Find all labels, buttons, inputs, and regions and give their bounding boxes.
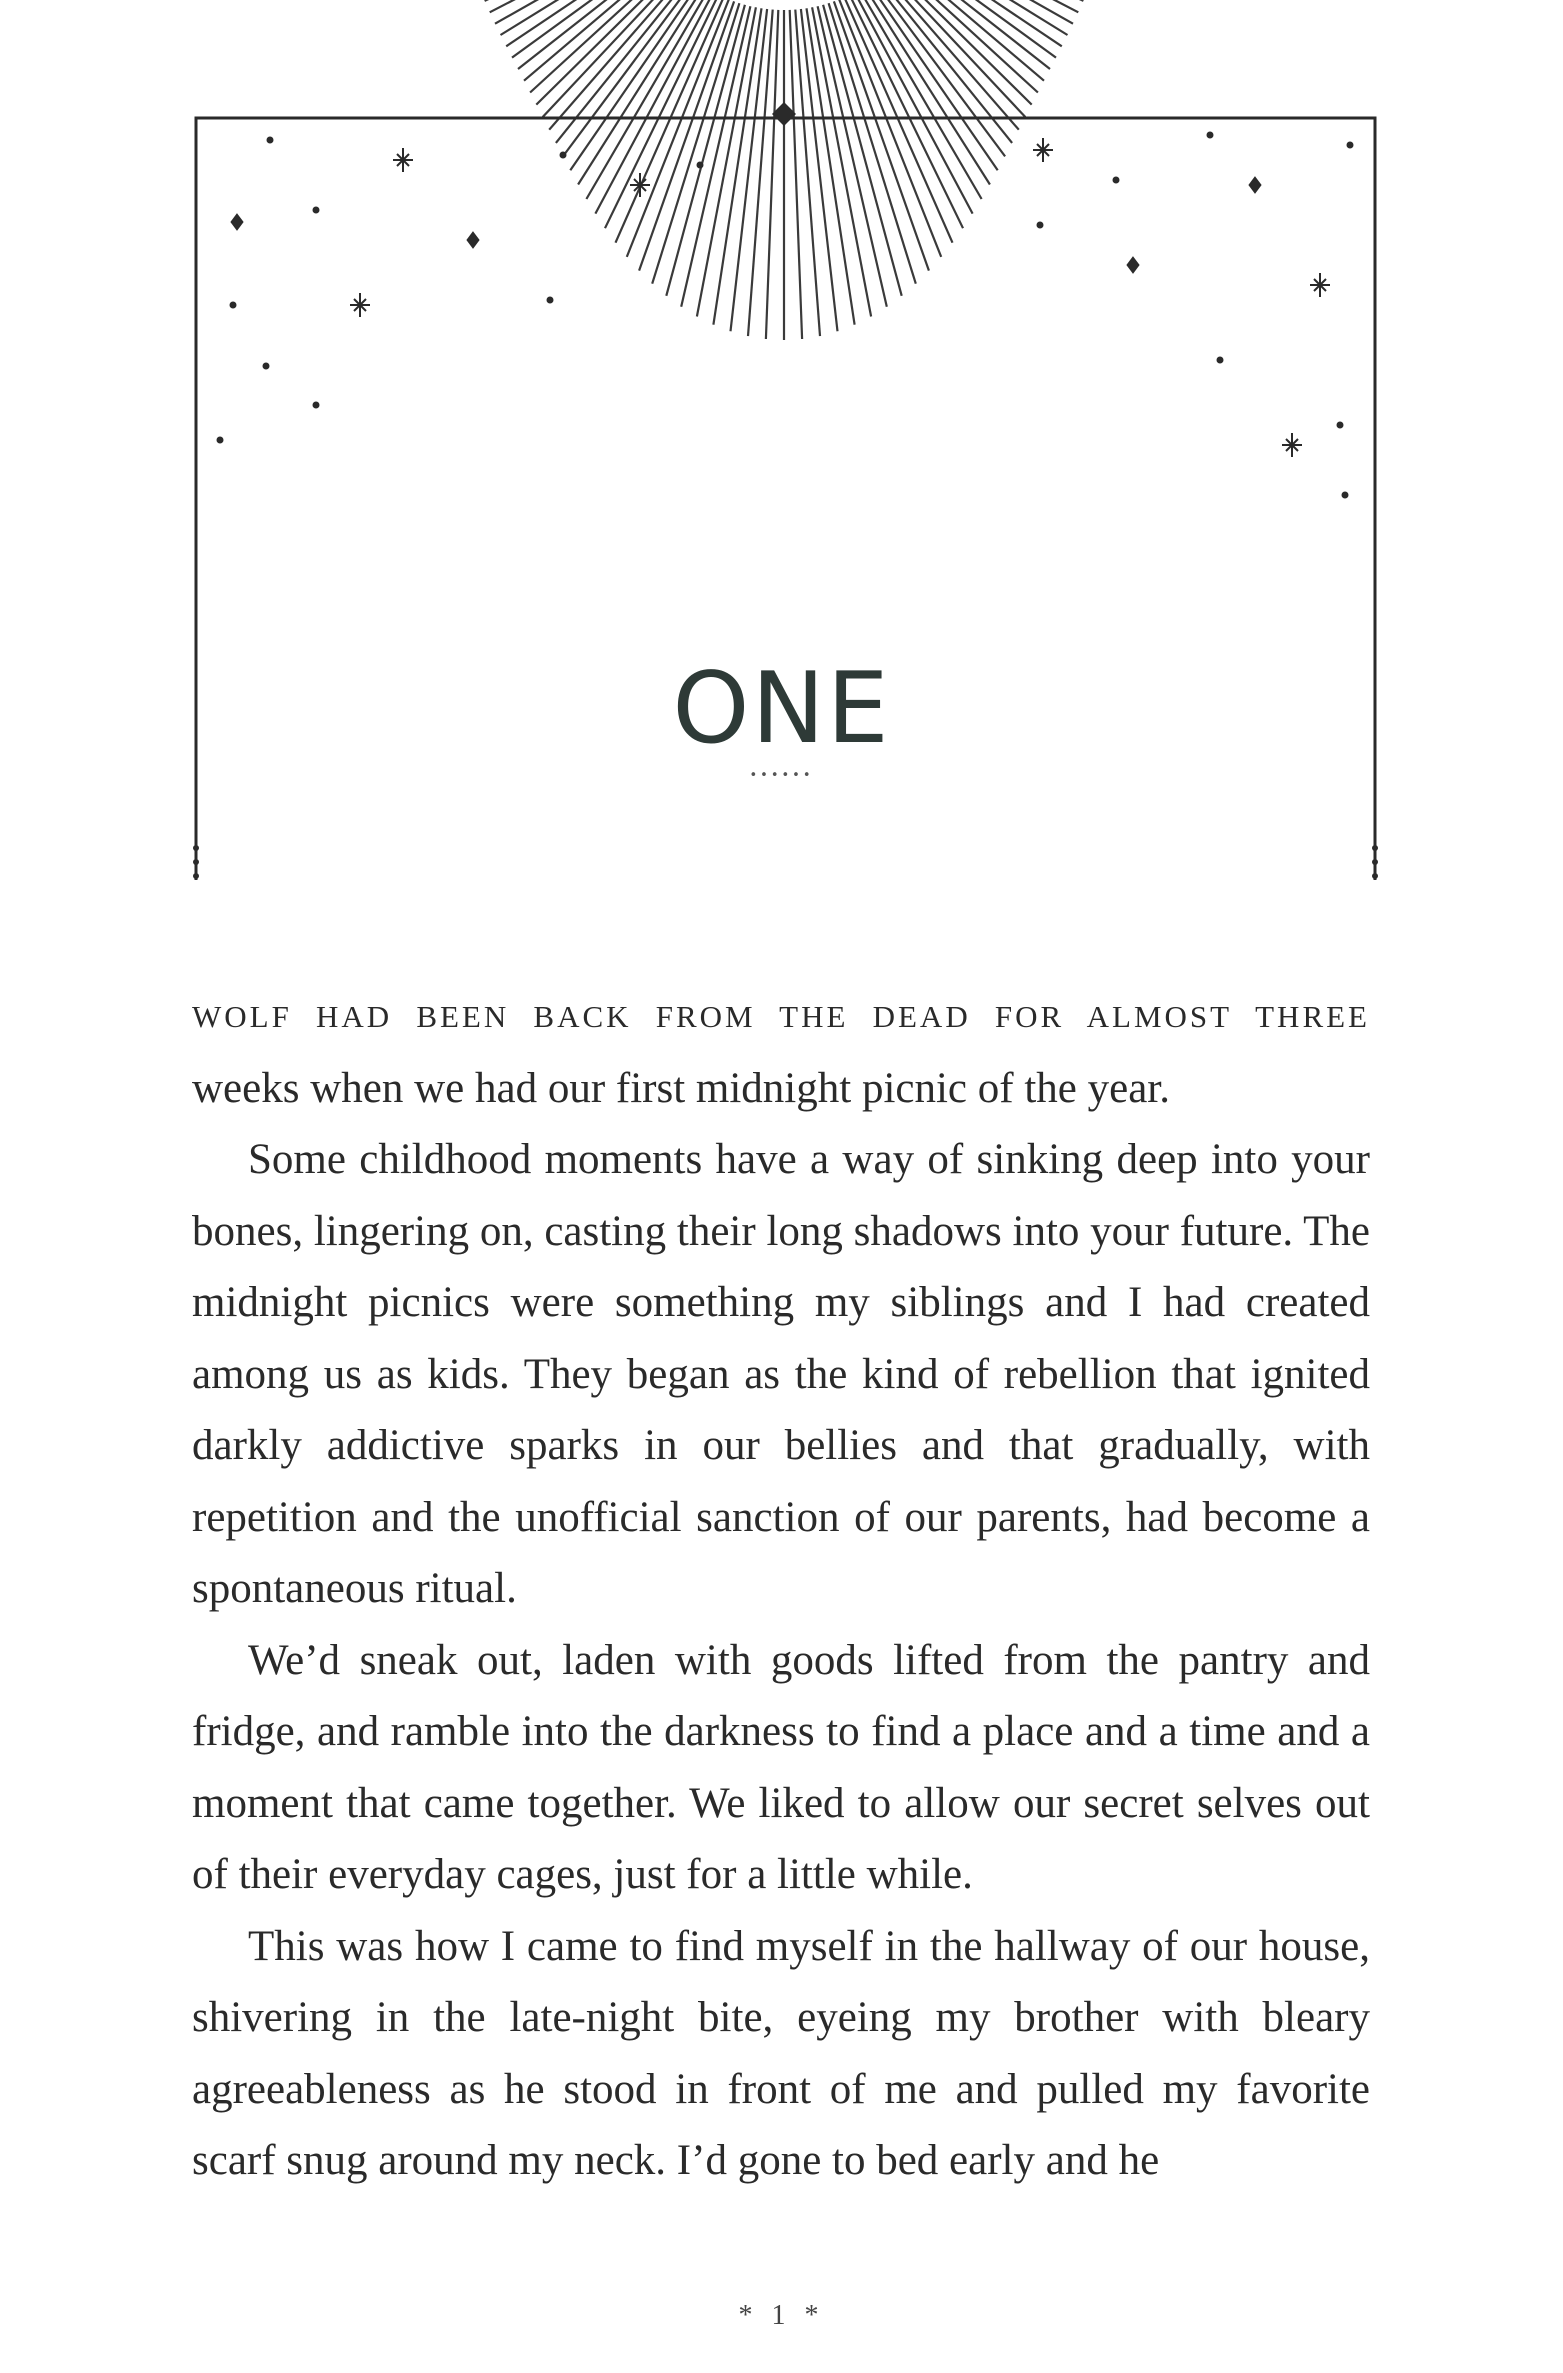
star-dot bbox=[1207, 132, 1213, 138]
frame-end-dots bbox=[193, 845, 1378, 879]
diamond-star-icon bbox=[1127, 257, 1139, 273]
star-dot bbox=[313, 402, 319, 408]
sunburst-ray bbox=[501, 0, 657, 35]
star-dot bbox=[313, 207, 319, 213]
star-dot bbox=[560, 152, 566, 158]
star-dot bbox=[263, 363, 269, 369]
sunburst-ray bbox=[898, 0, 1044, 81]
sunburst-ray bbox=[666, 5, 745, 296]
sparkle-star-icon bbox=[1033, 138, 1053, 162]
sparkle-star-icon bbox=[630, 173, 650, 197]
paragraph-1-rest: weeks when we had our first midnight picnic of the year. bbox=[192, 1064, 1170, 1112]
sunburst-ray bbox=[490, 0, 651, 12]
sunburst-ray bbox=[905, 0, 1056, 58]
sunburst-ray bbox=[839, 0, 941, 257]
star-dot bbox=[1113, 177, 1119, 183]
sunburst-ray bbox=[912, 0, 1068, 35]
sunburst-ray bbox=[627, 0, 729, 257]
sunburst-ray bbox=[563, 0, 694, 156]
diamond-star-icon bbox=[467, 232, 479, 248]
sparkle-star-icon bbox=[350, 293, 370, 317]
paragraph-2: Some childhood moments have a way of sinking deep into your bones, lingering on, casting their long shadows into your future. The midnight picnics were something my siblings and I had created among us as kids. They began as the kind of rebellion that ignited darkly addictive sparks in our bellies and that gradually, with repetition and the unofficial sanction of our parents, had become a spontaneous ritual. bbox=[192, 1136, 1370, 1612]
sunburst-ray bbox=[823, 5, 902, 296]
sparkle-star-icon bbox=[393, 148, 413, 172]
star-dot bbox=[1217, 357, 1223, 363]
sunburst-ray bbox=[512, 0, 663, 58]
sunburst-rays bbox=[464, 0, 1103, 340]
sunburst-ray bbox=[874, 0, 1005, 156]
title-dots: •••••• bbox=[749, 768, 814, 783]
lead-small-caps: WOLF HAD BEEN BACK FROM THE DEAD FOR ALMOST THREE bbox=[192, 999, 1370, 1034]
star-dot bbox=[697, 162, 703, 168]
sunburst-ray bbox=[920, 0, 1084, 1]
chapter-body bbox=[192, 978, 1370, 2197]
star-dot bbox=[267, 137, 273, 143]
star-dot bbox=[217, 437, 223, 443]
sparkle-star-icon bbox=[1282, 433, 1302, 457]
chapter-title: ONE bbox=[672, 652, 891, 766]
star-dot bbox=[1347, 142, 1353, 148]
sunburst-ray bbox=[917, 0, 1078, 12]
sunburst-ray bbox=[795, 10, 820, 337]
sunburst-ray bbox=[790, 10, 802, 339]
paragraph-4: This was how I came to find myself in the hallway of our house, shivering in the late-night bite, eyeing my brother with bleary agreeableness as he stood in front of me and pulled my favorite scarf snug around my neck. I’d gone to bed early and he bbox=[192, 1922, 1370, 2184]
diamond-star-icon bbox=[231, 214, 243, 230]
page-number: * 1 * bbox=[738, 2300, 825, 2331]
sunburst-ray bbox=[748, 10, 773, 337]
sparkle-star-icon bbox=[1310, 273, 1330, 297]
diamond-star-icon bbox=[1249, 177, 1261, 193]
star-dot bbox=[547, 297, 553, 303]
star-dot bbox=[1337, 422, 1343, 428]
star-dot bbox=[230, 302, 236, 308]
sunburst-ray bbox=[485, 0, 649, 1]
star-dot bbox=[1342, 492, 1348, 498]
paragraph-3: We’d sneak out, laden with goods lifted from the pantry and fridge, and ramble into the darkness to find a place and a time and a moment that came together. We liked to allow our secret selves out of their everyday cages, just for a little while. bbox=[192, 1636, 1370, 1898]
paragraph-1 bbox=[192, 978, 1370, 1124]
sunburst-ray bbox=[766, 10, 778, 339]
sunburst-ray bbox=[524, 0, 670, 81]
star-dot bbox=[1037, 222, 1043, 228]
sunburst-ray bbox=[697, 7, 756, 316]
sunburst-ray bbox=[812, 7, 871, 316]
